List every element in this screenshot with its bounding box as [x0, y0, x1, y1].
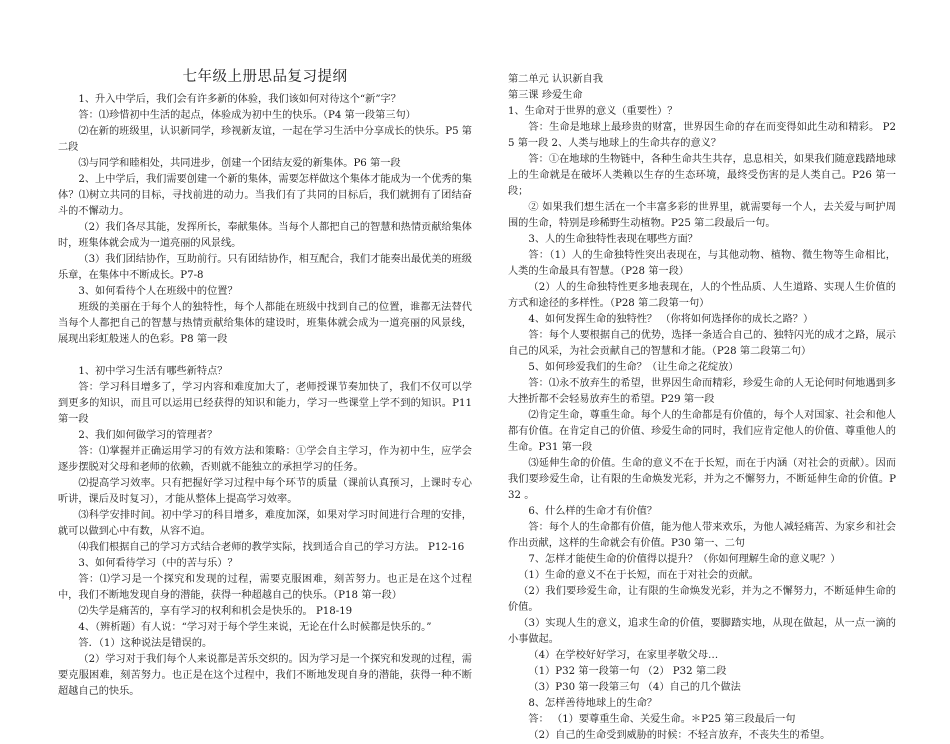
- left-paragraph: 班级的美丽在于每个人的独特性，每个人都能在班级中找到自己的位置，谁都无法替代当每个人都把自己的智慧与热情贡献给集体的建设时，班集体就会成为一道亮丽的风景线，展现出彩虹般迷人的色彩。P8 第一段: [58, 302, 472, 345]
- right-paragraph: 6、什么样的生命才有价值？: [528, 506, 658, 517]
- right-paragraph: （4）在学校好好学习，在家里孝敬父母…: [528, 650, 719, 661]
- left-paragraph: （2）我们各尽其能，发挥所长，奉献集体。当每个人都把自己的智慧和热情贡献给集体时，班集体就会成为一道亮丽的风景线。: [58, 222, 472, 249]
- left-paragraph: ⑵在新的班级里，认识新同学，珍视新友谊，一起在学习生活中分享成长的快乐。P5 第二段: [58, 126, 472, 153]
- left-paragraph: 1、升入中学后，我们会有许多新的体验，我们该如何对待这个“新”字？: [78, 94, 401, 105]
- left-paragraph: 答．（1）这种说法是错误的。: [78, 638, 213, 649]
- right-paragraph: 答：每个人的生命都有价值，能为他人带来欢乐，为他人减轻痛苦、为家乡和社会作出贡献，这样的生命就会有价值。P30 第一、二句: [508, 522, 896, 549]
- left-paragraph: （3）我们团结协作，互助前行。只有团结协作，相互配合，我们才能奏出最优美的班级乐章，在集体中不断成长。P7-8: [58, 254, 472, 281]
- left-paragraph: ⑷我们根据自己的学习方式结合老师的教学实际，找到适合自己的学习方法。 P12-16: [78, 542, 465, 553]
- right-paragraph: 5、如何珍爱我们的生命？（让生命之花绽放）: [528, 362, 739, 373]
- right-paragraph: 答：每个人要根据自己的优势，选择一条适合自己的、独特闪光的成才之路，展示自己的风采，为社会贡献自己的智慧和才能。（P28 第二段第二句）: [508, 330, 896, 357]
- right-paragraph: 答：（1）人的生命独特性突出表现在，与其他动物、植物、微生物等生命相比，人类的生命最具有智慧。（P28 第一段）: [508, 250, 896, 277]
- left-column: [58, 66, 472, 700]
- right-paragraph: 4、如何发挥生命的独特性？ （你将如何选择你的成长之路？）: [528, 314, 814, 325]
- left-paragraph: 答：⑴珍惜初中生活的起点，体验成为初中生的快乐。（P4 第一段第三句）: [78, 110, 416, 121]
- left-paragraph: 答：⑴学习是一个探究和发现的过程，需要克服困难，刻苦努力。也正是在这个过程中，我们不断地发现自身的潜能，获得一种超越自己的快乐。（P18 第一段）: [58, 574, 472, 601]
- left-paragraph: 3、如何看待个人在班级中的位置？: [78, 286, 238, 297]
- left-paragraph: （2）学习对于我们每个人来说都是苦乐交织的。因为学习是一个探究和发现的过程，需要克服困难，刻苦努力。也正是在这个过程中，我们不断地发现自身的潜能，获得一种不断超越自己的快乐。: [58, 654, 472, 697]
- left-paragraph: ⑶与同学和睦相处，共同进步，创建一个团结友爱的新集体。P6 第一段: [78, 158, 401, 169]
- right-paragraph: 答：⑴永不放弃生的希望，世界因生命而精彩，珍爱生命的人无论何时何地遇到多大挫折都不会轻易放弃生的希望。P29 第一段: [508, 378, 896, 405]
- left-paragraph: [58, 348, 472, 364]
- right-paragraph: 答： （1）要尊重生命、关爱生命。＊P25 第三段最后一句: [528, 714, 796, 725]
- right-paragraph: 7、怎样才能使生命的价值得以提升？（你如何理解生命的意义呢？）: [528, 554, 841, 565]
- right-paragraph: （2）自己的生命受到威胁的时候：不轻言放弃，不丧失生的希望。: [528, 730, 831, 741]
- right-column-body: [508, 72, 896, 744]
- right-paragraph: 第二单元 认识新自我: [508, 74, 603, 85]
- document-title: 七年级上册思品复习提纲: [182, 69, 348, 85]
- left-paragraph: 答：学习科目增多了，学习内容和难度加大了，老师授课节奏加快了，我们不仅可以学到更多的知识，而且可以运用已经获得的知识和能力，学习一些课堂上学不到的知识。P11 第一段: [58, 382, 472, 425]
- right-paragraph: 1、生命对于世界的意义（重要性）？: [508, 106, 678, 117]
- right-paragraph: 答：生命是地球上最珍贵的财富，世界因生命的存在而变得如此生动和精彩。 P25 第一段 2、人类与地球上的生命共存的意义？: [508, 122, 896, 149]
- right-paragraph: （1）P32 第一段第一句 （2） P32 第二段: [528, 666, 727, 677]
- right-column: [508, 72, 896, 744]
- right-paragraph: 第三课 珍爱生命: [508, 90, 583, 101]
- left-paragraph: 2、上中学后，我们需要创建一个新的集体，需要怎样做这个集体才能成为一个优秀的集体？⑴树立共同的目标，寻找前进的动力。当我们有了共同的目标后，我们就拥有了团结奋斗的不懈动力。: [58, 174, 472, 217]
- left-paragraph: 4、（辨析题）有人说：“学习对于每个学生来说，无论在什么时候都是快乐的。”: [78, 622, 432, 633]
- left-column-body: [58, 92, 472, 700]
- left-paragraph: 答：⑴掌握并正确运用学习的有效方法和策略：①学会自主学习，作为初中生，应学会逐步摆脱对父母和老师的依赖，否则就不能独立的承担学习的任务。: [58, 446, 472, 473]
- right-paragraph: （1）生命的意义不在于长短，而在于对社会的贡献。: [518, 570, 759, 581]
- right-paragraph: ⑵肯定生命，尊重生命。每个人的生命都是有价值的，每个人对国家、社会和他人都有价值。在肯定自己的价值、珍爱生命的同时，我们应肯定他人的价值、尊重他人的生命。P31 第一段: [508, 410, 896, 453]
- right-paragraph: 答：①在地球的生物链中，各种生命共生共存，息息相关，如果我们随意践踏地球上的生命就是在破坏人类赖以生存的生态环境，最终受伤害的是人类自己。P26 第一段；: [508, 154, 896, 197]
- right-paragraph: ⑶延伸生命的价值。生命的意义不在于长短，而在于内涵（对社会的贡献）。因而我们要珍爱生命，让有限的生命焕发光彩，并为之不懈努力，不断延伸生命的价值。P32 。: [508, 458, 896, 501]
- right-paragraph: （2）我们要珍爱生命，让有限的生命焕发光彩，并为之不懈努力，不断延伸生命的价值。: [508, 586, 896, 613]
- left-paragraph: 1、初中学习生活有哪些新特点？: [78, 366, 228, 377]
- left-paragraph: ⑵失学是痛苦的，享有学习的权利和机会是快乐的。 P18-19: [78, 606, 353, 617]
- left-paragraph: 3、如何看待学习（中的苦与乐）？: [78, 558, 238, 569]
- right-paragraph: （3）P30 第一段第三句 （4）自己的几个做法: [528, 682, 741, 693]
- right-paragraph: 3、人的生命独特性表现在哪些方面？: [528, 234, 698, 245]
- left-paragraph: ⑵提高学习效率。只有把握好学习过程中每个环节的质量（课前认真预习，上课时专心听讲，课后及时复习），才能从整体上提高学习效率。: [58, 478, 472, 505]
- left-paragraph: ⑶科学安排时间。初中学习的科目增多，难度加深，如果对学习时间进行合理的安排，就可以做到心中有数，从容不迫。: [58, 510, 472, 537]
- left-paragraph: 2、我们如何做学习的管理者？: [78, 430, 218, 441]
- right-paragraph: （2）人的生命独特性更多地表现在，人的个性品质、人生道路、实现人生价值的方式和途径的多样性。（P28 第二段第一句）: [508, 282, 896, 309]
- right-paragraph: 8、怎样善待地球上的生命？: [528, 698, 658, 709]
- right-paragraph: （3）实现人生的意义，追求生命的价值，要脚踏实地，从现在做起，从一点一滴的小事做起。: [508, 618, 896, 645]
- right-paragraph: ② 如果我们想生活在一个丰富多彩的世界里，就需要每一个人，去关爱与呵护周围的生命，特别是珍稀野生动植物。P25 第二段最后一句。: [508, 202, 896, 229]
